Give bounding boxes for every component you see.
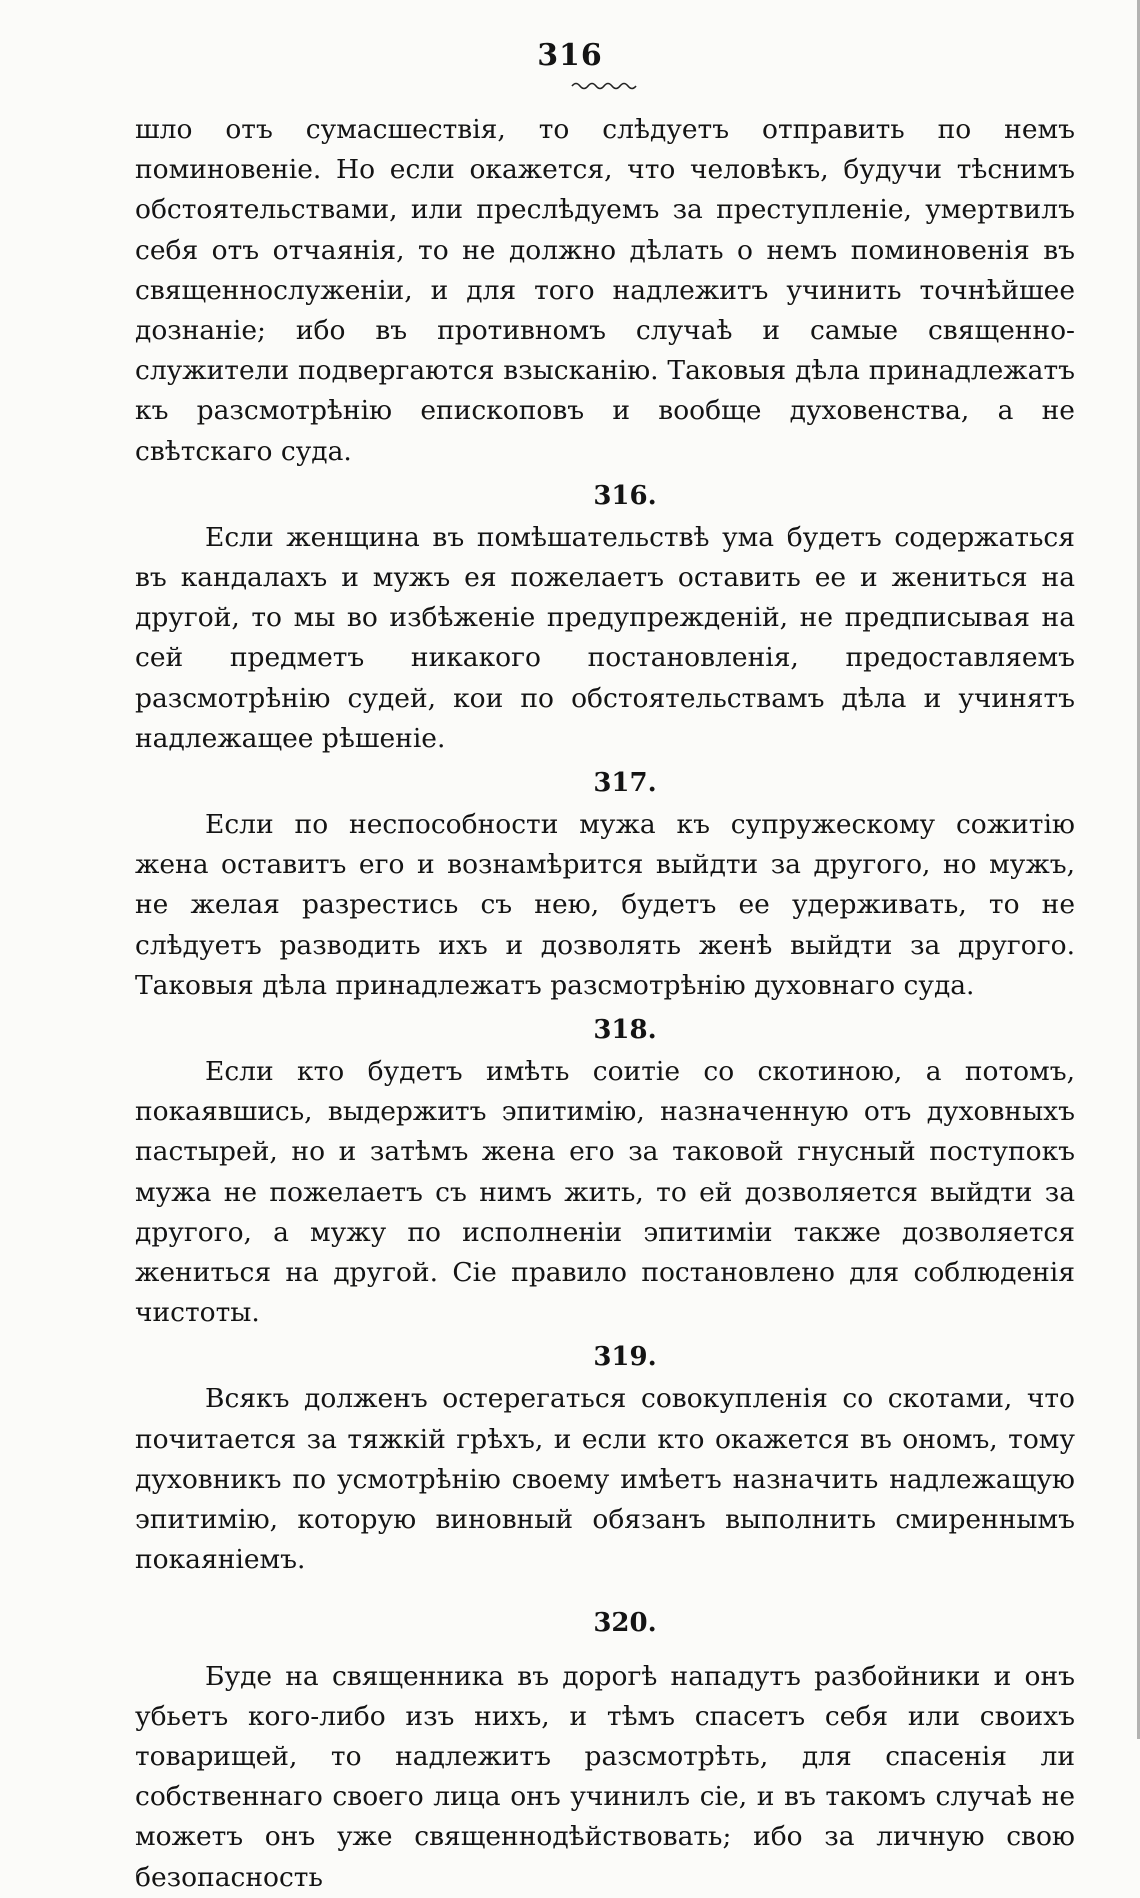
text-column (135, 110, 1075, 1898)
section-number-320: 320. (593, 1607, 657, 1638)
section-number-318: 318. (593, 1015, 657, 1046)
section-number-319: 319. (593, 1342, 657, 1373)
section-317-text: Если по неспособности мужа къ супружескому сожитію жена оставитъ его и вознамѣрится выйдти за другого, но мужъ, не желая разрестись съ нею, будетъ ее удерживать, то не слѣдуетъ разводить ихъ и дозволять женѣ выйдти за другого. Таковыя дѣла принадлежатъ разсмотрѣнію духовнаго суда. (135, 809, 1075, 1001)
section-320-text: Буде на священника въ дорогѣ нападутъ разбойники и онъ убьетъ кого-либо изъ нихъ, и тѣмъ спасетъ себя или своихъ товарищей, то надлежитъ разсмотрѣть, для спасенія ли собственнаго своего лица онъ учинилъ сіе, и въ такомъ случаѣ не можетъ онъ уже священнодѣйствовать; ибо за личную свою безопасность (135, 1660, 1075, 1893)
section-319-text: Всякъ долженъ остерегаться совокупленія со скотами, что почитается за тяжкій грѣхъ, и если кто окажется въ ономъ, тому духовникъ по усмотрѣнію своему имѣетъ назначить надлежащую эпитимію, которую виновный обязанъ выполнить смиреннымъ покаяніемъ. (135, 1383, 1075, 1576)
page-number: 316 (537, 38, 603, 73)
intro-paragraph: шло отъ сумасшествія, то слѣдуетъ отправить по немъ поминовеніе. Но если окажется, что человѣкъ, будучи тѣснимъ обстоятельствами, или преслѣдуемъ за преступленіе, умертвилъ себя отъ отчаянія, то не должно дѣлать о немъ поминовенія въ священнослуженіи, и для того надлежитъ учинить точнѣйшее дознаніе; ибо въ противномъ случаѣ и самые священно-служители подвергаются взысканію. Таковыя дѣла принадлежатъ къ разсмотрѣнію епископовъ и вообще духовенства, а не свѣтскаго суда. (135, 114, 1075, 467)
page-number-ornament (570, 80, 640, 90)
section-316-text: Если женщина въ помѣшательствѣ ума будетъ содержаться въ кандалахъ и мужъ ея пожелаетъ оставить ее и жениться на другой, то мы во избѣженіе предупрежденій, не предписывая на сей предметъ никакого постановленія, предоставляемъ разсмотрѣнію судей, кои по обстоятельствамъ дѣла и учинятъ надлежащее рѣшеніе. (135, 521, 1075, 754)
section-number-317: 317. (593, 768, 657, 799)
section-number-316: 316. (593, 480, 657, 511)
section-318-text: Если кто будетъ имѣть соитіе со скотиною, а потомъ, покаявшись, выдержитъ эпитимію, назначенную отъ духовныхъ пастырей, но и затѣмъ жена его за таковой гнусный поступокъ мужа не пожелаетъ съ нимъ жить, то ей дозволяется выйдти за другого, а мужу по исполненіи эпитиміи также дозволяется жениться на другой. Сіе правило постановлено для соблюденія чистоты. (135, 1056, 1075, 1329)
